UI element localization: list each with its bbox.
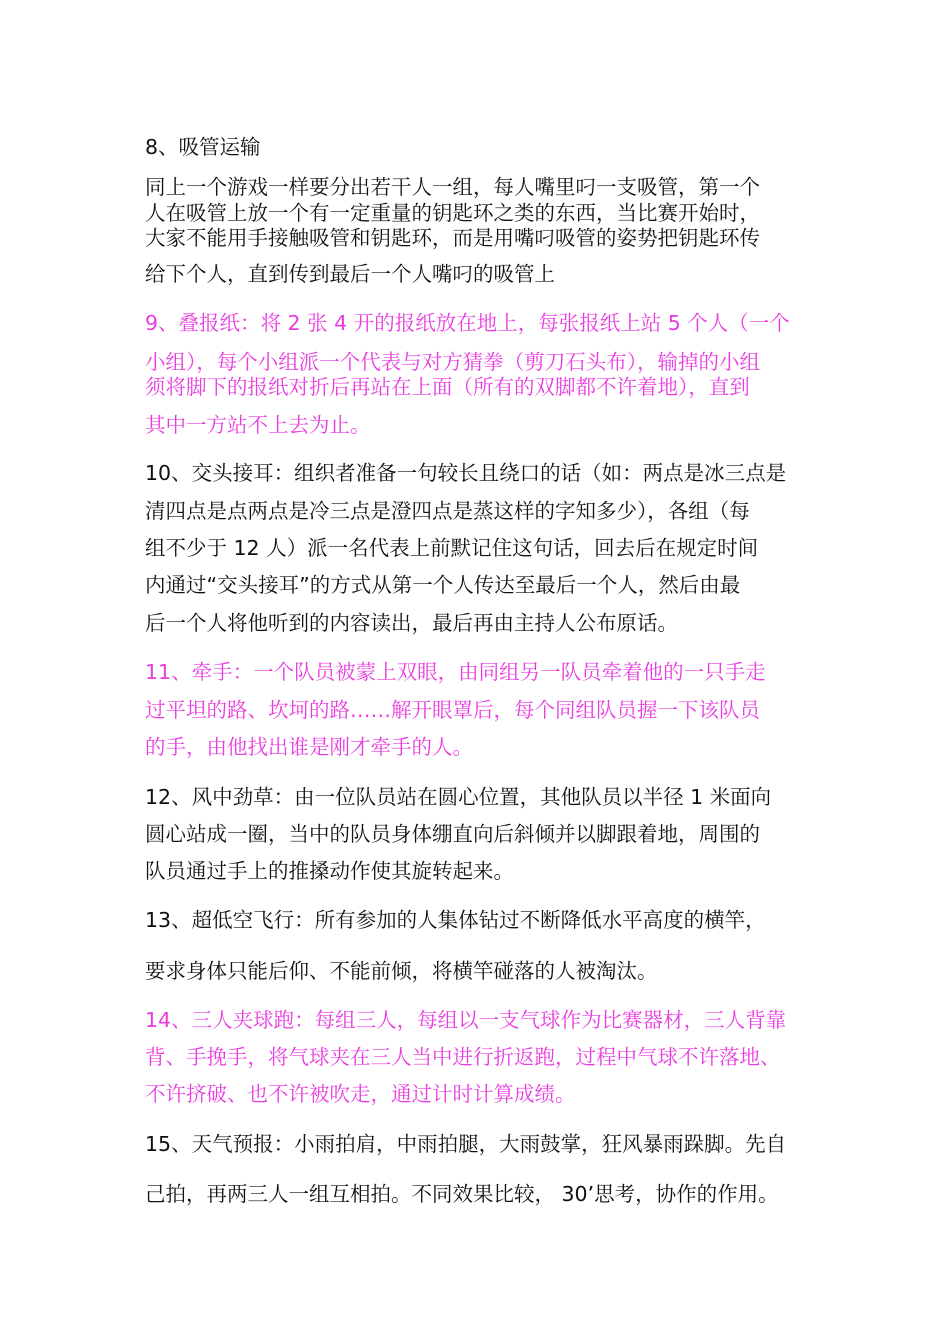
paragraph-line: 14、三人夹球跑：每组三人，每组以一支气球作为比赛器材，三人背靠 [145,1008,787,1032]
paragraph-line: 给下个人，直到传到最后一个人嘴叼的吸管上 [145,262,555,286]
paragraph-line: 8、吸管运输 [145,135,261,159]
paragraph-line: 小组），每个小组派一个代表与对方猜拳（剪刀石头布），输掉的小组 [145,350,760,374]
paragraph-line: 其中一方站不上去为止。 [145,413,371,437]
paragraph-line: 同上一个游戏一样要分出若干人一组，每人嘴里叼一支吸管，第一个 [145,175,760,199]
paragraph-line: 清四点是点两点是冷三点是澄四点是蒸这样的字知多少），各组（每 [145,499,750,523]
paragraph-line: 13、超低空飞行：所有参加的人集体钻过不断降低水平高度的横竿， [145,908,766,932]
paragraph-line: 后一个人将他听到的内容读出，最后再由主持人公布原话。 [145,611,678,635]
paragraph-line: 须将脚下的报纸对折后再站在上面（所有的双脚都不许着地），直到 [145,375,750,399]
paragraph-line: 9、叠报纸：将 2 张 4 开的报纸放在地上，每张报纸上站 5 个人（一个 [145,311,790,335]
paragraph-line: 大家不能用手接触吸管和钥匙环，而是用嘴叼吸管的姿势把钥匙环传 [145,226,760,250]
paragraph-line: 11、牵手：一个队员被蒙上双眼，由同组另一队员牵着他的一只手走 [145,660,766,684]
paragraph-line: 己拍，再两三人一组互相拍。不同效果比较， 30’思考，协作的作用。 [145,1182,779,1206]
paragraph-line: 15、天气预报：小雨拍肩，中雨拍腿，大雨鼓掌，狂风暴雨跺脚。先自 [145,1132,787,1156]
paragraph-line: 要求身体只能后仰、不能前倾，将横竿碰落的人被淘汰。 [145,959,658,983]
paragraph-line: 人在吸管上放一个有一定重量的钥匙环之类的东西，当比赛开始时， [145,201,760,225]
paragraph-line: 背、手挽手，将气球夹在三人当中进行折返跑，过程中气球不许落地、 [145,1045,781,1069]
paragraph-line: 过平坦的路、坎坷的路……解开眼罩后，每个同组队员握一下该队员 [145,698,760,722]
paragraph-line: 10、交头接耳：组织者准备一句较长且绕口的话（如：两点是冰三点是 [145,461,787,485]
paragraph-line: 队员通过手上的推搡动作使其旋转起来。 [145,859,514,883]
paragraph-line: 圆心站成一圈，当中的队员身体绷直向后斜倾并以脚跟着地，周围的 [145,822,760,846]
paragraph-line: 不许挤破、也不许被吹走，通过计时计算成绩。 [145,1082,576,1106]
paragraph-line: 组不少于 12 人）派一名代表上前默记住这句话，回去后在规定时间 [145,536,759,560]
paragraph-line: 内通过“交头接耳”的方式从第一个人传达至最后一个人，然后由最 [145,573,741,597]
paragraph-line: 12、风中劲草：由一位队员站在圆心位置，其他队员以半径 1 米面向 [145,785,772,809]
paragraph-line: 的手，由他找出谁是刚才牵手的人。 [145,735,473,759]
